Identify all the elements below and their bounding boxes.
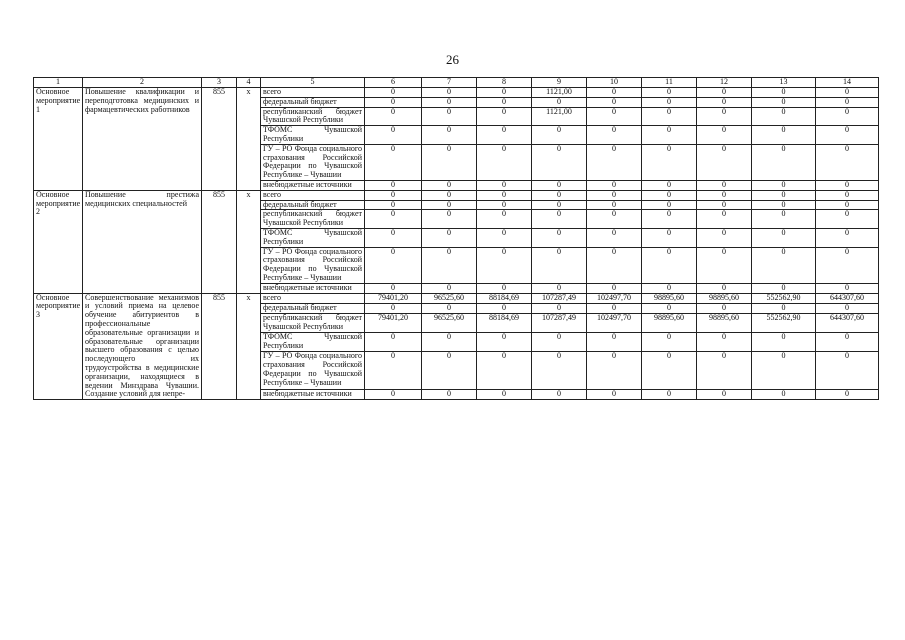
value-cell: 0 [477,126,532,145]
table-row [34,293,879,303]
header-cell-8: 8 [477,78,532,88]
value-cell: 0 [587,107,642,126]
value-cell: 0 [697,190,752,200]
value-cell: 0 [365,97,422,107]
funding-source: федеральный бюджет [261,200,365,210]
value-cell: 0 [587,389,642,399]
value-cell: 0 [697,228,752,247]
value-cell: 0 [422,333,477,352]
header-cell-2: 2 [83,78,202,88]
activity-name: Основное мероприятие 3 [34,293,83,400]
value-cell: 0 [532,190,587,200]
value-cell: 0 [697,389,752,399]
header-cell-13: 13 [752,78,816,88]
funding-source: ТФОМС Чувашской Республики [261,228,365,247]
value-cell: 0 [477,190,532,200]
header-cell-1: 1 [34,78,83,88]
value-cell: 0 [365,352,422,390]
value-cell: 0 [532,247,587,283]
value-cell: 0 [642,190,697,200]
value-cell: 107287,49 [532,313,587,332]
value-cell: 0 [697,144,752,180]
value-cell: 0 [422,107,477,126]
funding-source: внебюджетные источники [261,389,365,399]
value-cell: 0 [477,144,532,180]
value-cell: 0 [752,333,816,352]
value-cell: 0 [477,107,532,126]
value-cell: 0 [477,88,532,98]
value-cell: 0 [752,283,816,293]
value-cell: 0 [642,88,697,98]
value-cell: 0 [365,144,422,180]
value-cell: 1121,00 [532,88,587,98]
value-cell: 0 [697,200,752,210]
value-cell: 0 [642,283,697,293]
value-cell: 0 [587,88,642,98]
value-cell: 0 [422,247,477,283]
budget-table [33,77,879,400]
value-cell: 0 [587,352,642,390]
value-cell: 0 [642,180,697,190]
value-cell: 0 [532,97,587,107]
value-cell: 0 [587,200,642,210]
value-cell: 0 [477,228,532,247]
value-cell: 0 [477,283,532,293]
value-cell: 0 [365,190,422,200]
value-cell: 0 [816,389,879,399]
value-cell: 0 [422,389,477,399]
value-cell: 98895,60 [642,293,697,303]
value-cell: 552562,90 [752,313,816,332]
funding-source: республиканский бюджет Чувашской Республики [261,210,365,229]
value-cell: 96525,60 [422,313,477,332]
funding-source: федеральный бюджет [261,97,365,107]
activity-code: 855 [202,88,237,191]
value-cell: 79401,20 [365,293,422,303]
value-cell: 0 [697,126,752,145]
value-cell: 0 [477,247,532,283]
value-cell: 0 [365,247,422,283]
value-cell: 0 [532,333,587,352]
value-cell: 0 [752,210,816,229]
value-cell: 0 [642,144,697,180]
value-cell: 0 [587,144,642,180]
value-cell: 0 [477,333,532,352]
value-cell: 0 [532,144,587,180]
value-cell: 0 [587,228,642,247]
value-cell: 88184,69 [477,293,532,303]
header-cell-12: 12 [697,78,752,88]
value-cell: 98895,60 [697,293,752,303]
funding-source: республиканский бюджет Чувашской Республики [261,107,365,126]
value-cell: 644307,60 [816,313,879,332]
value-cell: 0 [532,283,587,293]
value-cell: 0 [532,389,587,399]
funding-source: внебюджетные источники [261,180,365,190]
funding-source: внебюджетные источники [261,283,365,293]
value-cell: 0 [587,180,642,190]
value-cell: 0 [422,228,477,247]
value-cell: 0 [365,107,422,126]
value-cell: 0 [816,283,879,293]
value-cell: 0 [816,228,879,247]
value-cell: 0 [642,126,697,145]
value-cell: 107287,49 [532,293,587,303]
value-cell: 0 [752,190,816,200]
value-cell: 0 [587,247,642,283]
value-cell: 0 [532,352,587,390]
value-cell: 0 [752,97,816,107]
activity-mark: х [237,293,261,400]
value-cell: 0 [816,97,879,107]
value-cell: 0 [697,333,752,352]
value-cell: 0 [532,200,587,210]
value-cell: 0 [365,283,422,293]
value-cell: 0 [816,88,879,98]
value-cell: 0 [816,180,879,190]
value-cell: 96525,60 [422,293,477,303]
value-cell: 0 [752,200,816,210]
value-cell: 0 [477,303,532,313]
header-cell-6: 6 [365,78,422,88]
value-cell: 0 [365,228,422,247]
value-cell: 0 [752,352,816,390]
value-cell: 0 [642,352,697,390]
value-cell: 79401,20 [365,313,422,332]
value-cell: 0 [477,389,532,399]
value-cell: 0 [816,107,879,126]
value-cell: 0 [642,247,697,283]
value-cell: 0 [642,97,697,107]
value-cell: 0 [697,210,752,229]
value-cell: 0 [365,303,422,313]
value-cell: 0 [816,247,879,283]
header-cell-5: 5 [261,78,365,88]
activity-code: 855 [202,190,237,293]
value-cell: 0 [422,200,477,210]
activity-code: 855 [202,293,237,400]
value-cell: 1121,00 [532,107,587,126]
value-cell: 98895,60 [697,313,752,332]
value-cell: 0 [642,228,697,247]
value-cell: 0 [752,107,816,126]
value-cell: 0 [697,283,752,293]
value-cell: 0 [422,126,477,145]
value-cell: 0 [752,126,816,145]
funding-source: ГУ – РО Фонда социального страхования Российской Федерации по Чувашской Республике – Чувашии [261,247,365,283]
value-cell: 0 [816,190,879,200]
value-cell: 644307,60 [816,293,879,303]
header-cell-11: 11 [642,78,697,88]
value-cell: 0 [697,97,752,107]
value-cell: 0 [816,200,879,210]
value-cell: 0 [642,200,697,210]
value-cell: 0 [816,210,879,229]
header-cell-14: 14 [816,78,879,88]
value-cell: 0 [642,303,697,313]
value-cell: 0 [697,180,752,190]
header-cell-4: 4 [237,78,261,88]
value-cell: 0 [365,389,422,399]
value-cell: 102497,70 [587,313,642,332]
value-cell: 0 [697,88,752,98]
value-cell: 98895,60 [642,313,697,332]
activity-mark: х [237,190,261,293]
header-cell-7: 7 [422,78,477,88]
header-cell-9: 9 [532,78,587,88]
funding-source: федеральный бюджет [261,303,365,313]
value-cell: 0 [365,88,422,98]
header-cell-10: 10 [587,78,642,88]
value-cell: 0 [422,303,477,313]
value-cell: 0 [422,97,477,107]
value-cell: 0 [422,352,477,390]
value-cell: 0 [587,97,642,107]
funding-source: республиканский бюджет Чувашской Республики [261,313,365,332]
value-cell: 0 [587,126,642,145]
value-cell: 0 [365,200,422,210]
value-cell: 0 [752,303,816,313]
value-cell: 0 [365,126,422,145]
value-cell: 88184,69 [477,313,532,332]
funding-source: ГУ – РО Фонда социального страхования Российской Федерации по Чувашской Республике – Чувашии [261,352,365,390]
value-cell: 0 [477,97,532,107]
table-row [34,190,879,200]
activity-name: Основное мероприятие 1 [34,88,83,191]
funding-source: всего [261,88,365,98]
value-cell: 0 [697,247,752,283]
value-cell: 0 [816,144,879,180]
value-cell: 0 [477,200,532,210]
header-row [34,78,879,88]
value-cell: 0 [532,303,587,313]
funding-source: всего [261,293,365,303]
value-cell: 0 [752,180,816,190]
value-cell: 0 [365,210,422,229]
value-cell: 0 [365,333,422,352]
value-cell: 0 [587,333,642,352]
activity-description: Повышение квалификации и переподготовка медицинских и фармацевтических работников [83,88,202,191]
value-cell: 0 [697,352,752,390]
value-cell: 0 [422,190,477,200]
table-row [34,88,879,98]
value-cell: 0 [587,190,642,200]
value-cell: 0 [532,126,587,145]
value-cell: 0 [816,303,879,313]
value-cell: 0 [816,352,879,390]
value-cell: 0 [752,389,816,399]
value-cell: 0 [587,210,642,229]
value-cell: 0 [477,352,532,390]
value-cell: 0 [422,88,477,98]
value-cell: 0 [642,389,697,399]
value-cell: 0 [752,247,816,283]
value-cell: 0 [697,107,752,126]
value-cell: 0 [752,228,816,247]
activity-description: Повышение престижа медицинских специальностей [83,190,202,293]
value-cell: 0 [532,228,587,247]
value-cell: 0 [642,107,697,126]
value-cell: 0 [477,210,532,229]
activity-description: Совершенствование механизмов и условий приема на целевое обучение абитуриентов в профессиональные образовательные организации и образовательные организации высшего образования с целью последующего их трудоустройства в медицинские организации, находящиеся в ведении Минздрава Чувашии. Создание условий для непре- [83,293,202,400]
funding-source: ТФОМС Чувашской Республики [261,333,365,352]
value-cell: 0 [816,126,879,145]
value-cell: 0 [532,180,587,190]
value-cell: 0 [752,144,816,180]
value-cell: 0 [816,333,879,352]
activity-mark: х [237,88,261,191]
value-cell: 0 [422,283,477,293]
value-cell: 0 [477,180,532,190]
value-cell: 0 [532,210,587,229]
funding-source: ГУ – РО Фонда социального страхования Российской Федерации по Чувашской Республике – Чувашии [261,144,365,180]
value-cell: 0 [752,88,816,98]
value-cell: 0 [365,180,422,190]
value-cell: 0 [422,144,477,180]
funding-source: ТФОМС Чувашской Республики [261,126,365,145]
value-cell: 0 [587,283,642,293]
value-cell: 0 [697,303,752,313]
value-cell: 0 [422,180,477,190]
value-cell: 0 [422,210,477,229]
value-cell: 0 [642,333,697,352]
activity-name: Основное мероприятие 2 [34,190,83,293]
value-cell: 552562,90 [752,293,816,303]
header-cell-3: 3 [202,78,237,88]
value-cell: 0 [642,210,697,229]
page-number: 26 [446,52,459,67]
value-cell: 0 [587,303,642,313]
value-cell: 102497,70 [587,293,642,303]
funding-source: всего [261,190,365,200]
